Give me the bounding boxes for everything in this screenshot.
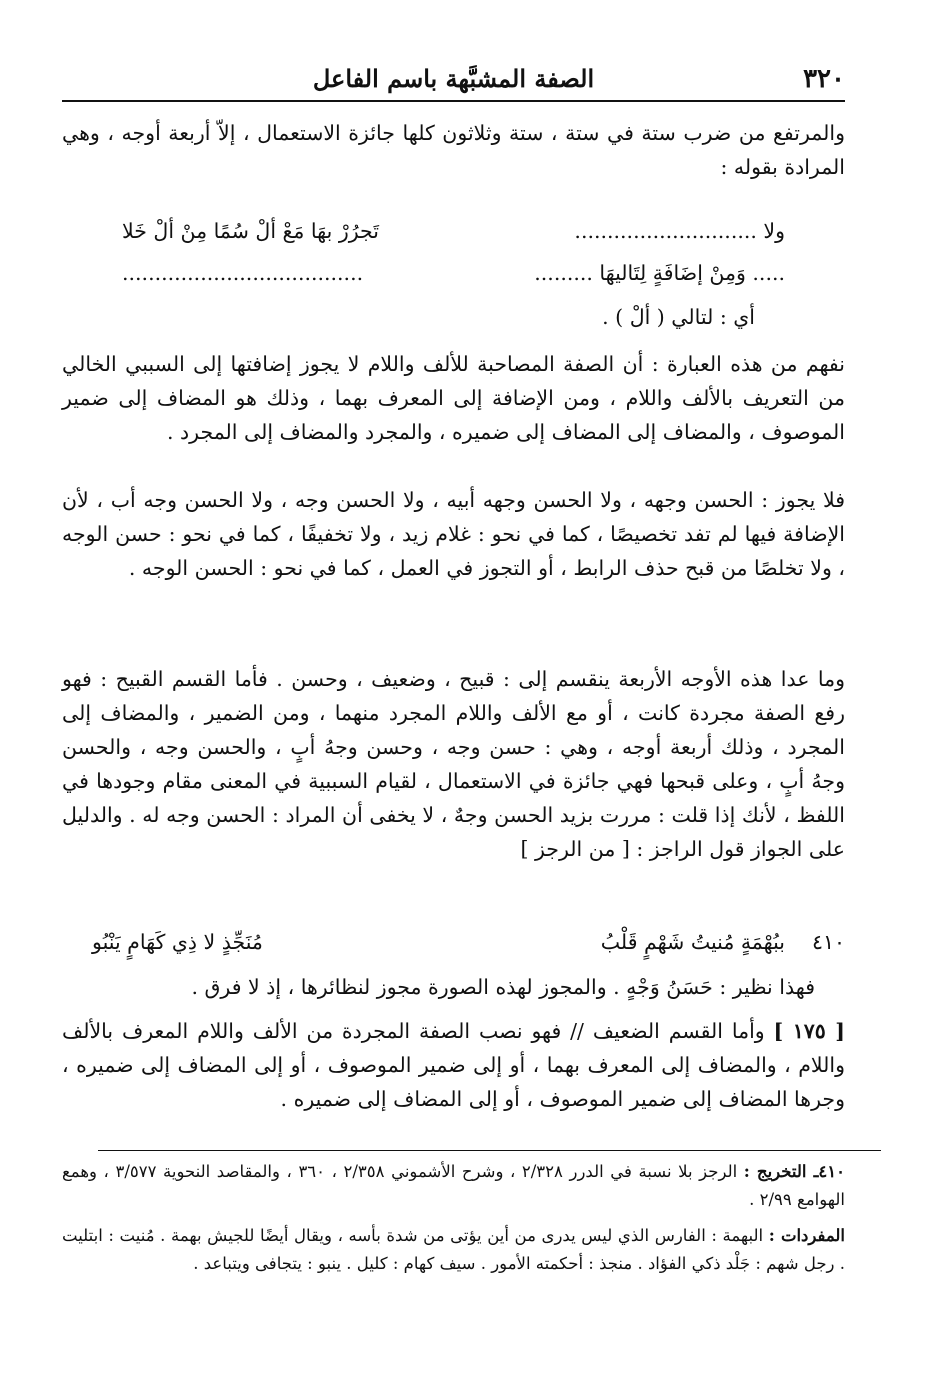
verse-number: ٤١٠ [811,930,845,954]
paragraph-ugly-section: وما عدا هذه الأوجه الأربعة ينقسم إلى : قبيح ، وضعيف ، وحسن . فأما القسم القبيح : فهو رفع الصفة مجردة كانت ، أو مع الألف واللام المجرد منهما ، ومن الضمير ، والمضاف إلى المجرد ، وذلك أربعة أوجه ، وهي : حسن وجه ، وحسن وجهُ أبٍ ، والحسن وجه ، والحسن وجهُ أبٍ ، وعلى قبحها فهي جائزة في الاستعمال ، لقيام السببية في المعنى مقام وجودها في اللفظ ، لأنك إذا قلت : مررت بزيد الحسن وجهٌ ، لا يخفى أن المراد : الحسن وجه له . والدليل على الجواز قول الراجز : [ من الرجز ] [62,667,845,861]
page-header [62,56,845,102]
verse-2-right: ..... وَمِنْ إضَافَةٍ لِتَاليهَا ......... [534,261,785,285]
footnote-vocabulary: المفردات : البهمة : الفارس الذي ليس يدرى من أين يؤتى من شدة بأسه ، ويقال أيضًا للجيش بهمة . مُنيت : ابتليت . رجل شهم : جَلْد ذكي الفؤاد . منجذ : أحكمته الأمور . سيف كهام : كليل . ينبو : يتجافى ويتباعد . [62,1226,846,1273]
paragraph-weak-section: [ ١٧٥ ] وأما القسم الضعيف // فهو نصب الصفة المجردة من الألف واللام المعرف بالألف واللام ، والمضاف إلى المعرف بهما ، أو إلى ضمير الموصوف ، أو إلى المضاف إلى ضميره ، وجرها المضاف إلى ضمير الموصوف ، أو إلى المضاف إلى ضميره . [62,1019,845,1111]
paragraph-analogy: فهذا نظير : حَسَنُ وَجْهٍ . والمجوز لهذه الصورة مجوز لنظائرها ، إذ لا فرق . [191,975,815,999]
verse-410-left: مُنَجِّذٍ لا ذِي كَهَامٍ يَنْبُو [92,930,263,954]
page-number: ٣٢٠ [803,64,845,94]
header-rule [62,100,845,102]
verse-1-right: ولا ............................ [574,219,785,243]
paragraph-examples: فلا يجوز : الحسن وجهه ، ولا الحسن وجهه أبيه ، ولا الحسن وجه ، ولا الحسن وجه أب ، لأن الإضافة فيها لم تفد تخصيصًا ، كما في نحو : غلام زيد ، ولا تخفيفًا ، كما في نحو : حسن الوجه ، ولا تخلصًا من قبح حذف الرابط ، أو التجوز في العمل ، كما في نحو : الحسن الوجه . [62,488,845,580]
paragraph-rule: نفهم من هذه العبارة : أن الصفة المصاحبة للألف واللام لا يجوز إضافتها إلى السببي الخالي من التعريف بالألف واللام ، ومن الإضافة إلى المعرف بهما ، وذلك هو المضاف إلى ضمير الموصوف ، والمضاف إلى المضاف إلى ضميره ، والمجرد والمضاف إلى المجرد . [62,352,845,444]
paragraph-intro: والمرتفع من ضرب ستة في ستة ، ستة وثلاثون كلها جائزة الاستعمال ، إلاّ أربعة أوجه ، وهي المرادة بقوله : [62,121,845,179]
footnote-takhrij: ٤١٠ـ التخريج : الرجز بلا نسبة في الدرر ٢/٣٢٨ ، وشرح الأشموني ٢/٣٥٨ ، ٣٦٠ ، والمقاصد النحوية ٣/٥٧٧ ، وهمع الهوامع ٢/٩٩ . [62,1162,846,1209]
running-title: الصفة المشبَّهة باسم الفاعل [312,64,595,93]
verse-2-left: ..................................... [122,261,364,285]
explanation-line: أي : لتالي ( ألْ ) . [602,305,755,329]
footnote-rule [98,1150,881,1151]
section-marker: [ ١٧٥ ] [773,1019,845,1043]
verse-1-left: تَجرُرْ بهَا مَعْ ألْ سُمًا مِنْ ألْ خَلا [122,219,380,243]
verse-410-right: ببُهْمَةٍ مُنيتُ شَهْمٍ قَلْبُ [600,930,785,954]
